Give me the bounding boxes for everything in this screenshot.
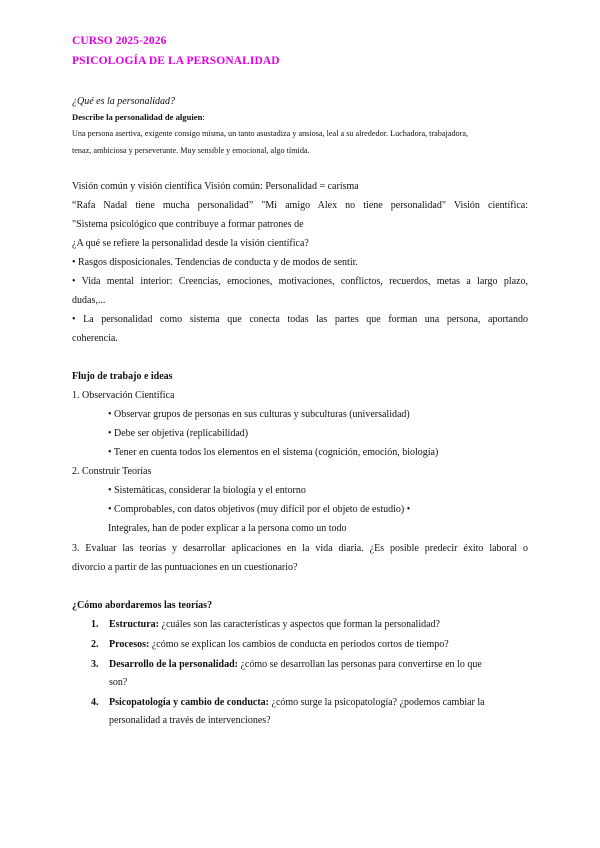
vision-definition: "Sistema psicológico que contribuye a formar patrones de <box>72 219 304 230</box>
theory-label: Desarrollo de la personalidad: <box>109 659 238 670</box>
theory-text-cont: personalidad a través de intervenciones? <box>109 715 271 726</box>
theory-text: ¿cuáles son las características y aspectos que forman la personalidad? <box>159 619 440 630</box>
question-heading: ¿Qué es la personalidad? <box>72 96 176 107</box>
workflow-step-2-items <box>108 482 528 538</box>
vision-bullet: • La personalidad como sistema que conecta todas las partes que forman una persona, aportando <box>72 314 528 325</box>
list-item: • Observar grupos de personas en sus culturas y subculturas (universalidad) <box>108 409 410 420</box>
list-item: Integrales, han de poder explicar a la persona como un todo <box>108 523 347 534</box>
list-item: • Tener en cuenta todos los elementos en el sistema (cognición, emoción, biología) <box>108 447 439 458</box>
workflow-step-3-line: divorcio a partir de las puntuaciones en un cuestionario? <box>72 562 298 573</box>
description-line: tenaz, ambiciosa y perseverante. Muy sensible y emocional, algo tímida. <box>72 146 310 155</box>
workflow-step-3-line: 3. Evaluar las teorías y desarrollar aplicaciones en la vida diaria. ¿Es posible predecir éxito laboral o <box>72 543 528 554</box>
theory-item <box>72 636 532 654</box>
theories-list <box>72 616 532 732</box>
list-item: • Sistemáticas, considerar la biología y el entorno <box>108 485 306 496</box>
vision-line: Visión común y visión científica Visión común: Personalidad = carisma <box>72 181 359 192</box>
list-item: • Comprobables, con datos objetivos (muy difícil por el objeto de estudio) • <box>108 504 411 515</box>
theories-title: ¿Cómo abordaremos las teorías? <box>72 600 213 611</box>
theory-number: 4. <box>91 697 99 708</box>
theory-label: Estructura: <box>109 619 159 630</box>
theory-text-cont: son? <box>109 677 128 688</box>
subject-title: PSICOLOGÍA DE LA PERSONALIDAD <box>72 55 280 67</box>
theory-item <box>72 616 532 634</box>
vision-question: ¿A qué se refiere la personalidad desde la visión científica? <box>72 238 309 249</box>
list-item: • Debe ser objetiva (replicabilidad) <box>108 428 249 439</box>
course-year: CURSO 2025-2026 <box>72 35 167 47</box>
theory-number: 1. <box>91 619 99 630</box>
vision-bullet: • Rasgos disposicionales. Tendencias de conducta y de modos de sentir. <box>72 257 358 268</box>
workflow-step-1: 1. Observación Científica <box>72 390 175 401</box>
description-text <box>72 125 532 159</box>
theory-label: Psicopatología y cambio de conducta: <box>109 697 269 708</box>
vision-bullet-cont: coherencia. <box>72 333 118 344</box>
theory-label: Procesos: <box>109 639 150 650</box>
vision-section <box>72 178 528 348</box>
theory-text: ¿cómo surge la psicopatología? ¿podemos cambiar la <box>269 697 485 708</box>
workflow-step-1-items <box>108 406 528 462</box>
theory-number: 2. <box>91 639 99 650</box>
vision-quote-line: “Rafa Nadal tiene mucha personalidad” "Mi amigo Alex no tiene personalidad" Visión científica: <box>72 200 528 211</box>
describe-colon: : <box>202 112 205 122</box>
theory-item <box>72 694 532 730</box>
theory-item <box>72 656 532 692</box>
description-line: Una persona asertiva, exigente consigo misma, un tanto asustadiza y ansiosa, leal a su alrededor. Luchadora, trabajadora, <box>72 129 469 138</box>
theory-text: ¿cómo se desarrollan las personas para convertirse en lo que <box>237 659 482 670</box>
describe-label: Describe la personalidad de alguien <box>72 112 203 122</box>
workflow-title: Flujo de trabajo e ideas <box>72 371 173 382</box>
vision-bullet: • Vida mental interior: Creencias, emociones, motivaciones, conflictos, recuerdos, metas a largo plazo, <box>72 276 528 287</box>
vision-bullet-cont: dudas,... <box>72 295 106 306</box>
workflow-step-2: 2. Construir Teorías <box>72 466 152 477</box>
theory-number: 3. <box>91 659 99 670</box>
describe-prompt <box>72 109 205 126</box>
workflow-step-3 <box>72 540 528 577</box>
theory-text: ¿cómo se explican los cambios de conducta en periodos cortos de tiempo? <box>149 639 449 650</box>
